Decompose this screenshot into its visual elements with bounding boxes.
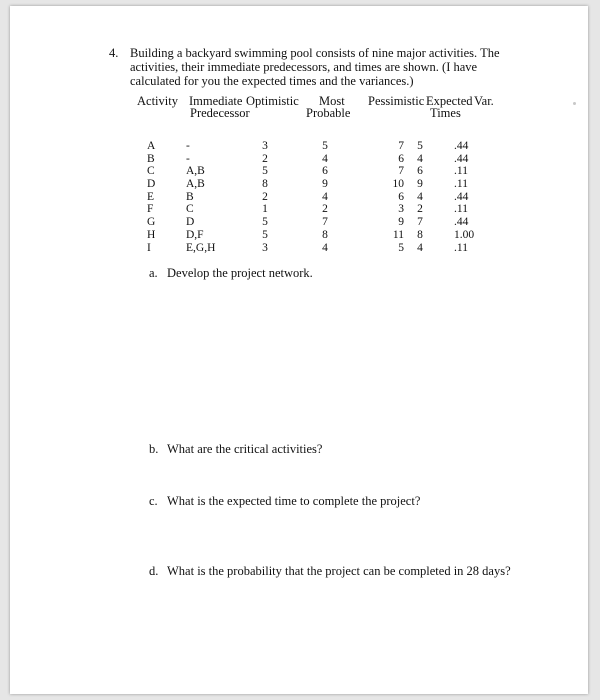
cell-activity: A — [147, 140, 156, 152]
cell-optimistic: 5 — [262, 228, 268, 241]
question-text: Building a backyard swimming pool consists of nine major activities. The activities, their immediate predecessors, and times are shown. (I have calculated for you the expected times and the variances.) — [130, 46, 500, 88]
cell-predecessor: B — [186, 190, 194, 203]
cell-optimistic: 5 — [262, 165, 268, 178]
cell-most-probable: 2 — [322, 203, 328, 216]
header-pessimistic: Pessimistic — [368, 94, 425, 108]
column-pessimistic — [386, 140, 404, 254]
cell-expected: 4 — [417, 152, 423, 165]
cell-activity: H — [147, 228, 156, 241]
cell-predecessor: - — [186, 152, 190, 165]
cell-pessimistic: 7 — [398, 165, 404, 178]
cell-most-probable: 9 — [322, 178, 328, 191]
part-label: d. — [149, 564, 159, 578]
part-text: What is the probability that the project can be completed in 28 days? — [167, 564, 511, 578]
cell-optimistic: 5 — [262, 216, 268, 229]
cell-expected: 2 — [417, 203, 423, 216]
decorative-dot — [573, 102, 576, 105]
cell-variance: .44 — [454, 190, 469, 203]
header-expected-line1: Expected — [426, 94, 473, 108]
cell-optimistic: 8 — [262, 178, 268, 191]
part-label: b. — [149, 442, 159, 456]
cell-pessimistic: 7 — [398, 140, 404, 152]
column-optimistic — [258, 140, 272, 254]
column-variance — [454, 140, 474, 254]
cell-activity: F — [147, 203, 154, 216]
cell-most-probable: 7 — [322, 216, 328, 229]
cell-most-probable: 6 — [322, 165, 328, 178]
cell-activity: E — [147, 190, 155, 203]
cell-activity: D — [147, 178, 156, 191]
cell-most-probable: 8 — [322, 228, 328, 241]
header-activity: Activity — [137, 94, 178, 108]
cell-variance: .44 — [454, 140, 469, 152]
part-label: a. — [149, 266, 158, 280]
cell-optimistic: 2 — [262, 152, 268, 165]
header-predecessor-line1: Immediate — [189, 94, 243, 108]
cell-activity: I — [147, 241, 151, 254]
cell-predecessor: E,G,H — [186, 241, 216, 254]
part-d — [149, 564, 511, 579]
cell-most-probable: 4 — [322, 152, 328, 165]
cell-pessimistic: 10 — [392, 178, 404, 191]
cell-optimistic: 2 — [262, 190, 268, 203]
question-number: 4. — [109, 46, 119, 60]
cell-pessimistic: 5 — [398, 241, 404, 254]
part-text: Develop the project network. — [167, 266, 313, 280]
cell-predecessor: - — [186, 140, 190, 152]
cell-variance: .44 — [454, 152, 469, 165]
column-expected — [413, 140, 427, 254]
document-page — [10, 6, 588, 694]
cell-variance: .11 — [454, 203, 468, 216]
cell-expected: 4 — [417, 190, 423, 203]
cell-most-probable: 4 — [322, 190, 328, 203]
header-optimistic: Optimistic — [246, 94, 299, 108]
cell-pessimistic: 3 — [398, 203, 404, 216]
cell-pessimistic: 11 — [392, 228, 404, 241]
part-text: What is the expected time to complete the project? — [167, 494, 421, 508]
cell-expected: 4 — [417, 241, 423, 254]
cell-predecessor: D,F — [186, 228, 204, 241]
cell-variance: .11 — [454, 178, 468, 191]
header-predecessor-line2: Predecessor — [190, 106, 250, 120]
cell-variance: .11 — [454, 241, 468, 254]
cell-activity: B — [147, 152, 155, 165]
cell-variance: 1.00 — [454, 228, 475, 241]
cell-pessimistic: 9 — [398, 216, 404, 229]
part-label: c. — [149, 494, 158, 508]
cell-optimistic: 3 — [262, 241, 268, 254]
cell-expected: 8 — [417, 228, 423, 241]
header-most-line2: Probable — [306, 106, 351, 120]
column-most-probable — [318, 140, 332, 254]
cell-optimistic: 1 — [262, 203, 268, 216]
cell-activity: G — [147, 216, 156, 229]
part-text: What are the critical activities? — [167, 442, 323, 456]
cell-expected: 7 — [417, 216, 423, 229]
cell-expected: 9 — [417, 178, 423, 191]
header-most-line1: Most — [319, 94, 345, 108]
cell-variance: .11 — [454, 165, 468, 178]
cell-most-probable: 5 — [322, 140, 328, 152]
part-c — [149, 494, 420, 509]
cell-expected: 5 — [417, 140, 423, 152]
cell-activity: C — [147, 165, 155, 178]
part-b — [149, 442, 322, 457]
cell-most-probable: 4 — [322, 241, 328, 254]
cell-expected: 6 — [417, 165, 423, 178]
cell-pessimistic: 6 — [398, 190, 404, 203]
cell-predecessor: D — [186, 216, 195, 229]
cell-pessimistic: 6 — [398, 152, 404, 165]
cell-predecessor: C — [186, 203, 194, 216]
cell-optimistic: 3 — [262, 140, 268, 152]
column-predecessor — [186, 140, 215, 254]
part-a — [149, 266, 313, 281]
header-expected-line2: Times — [430, 106, 461, 120]
cell-predecessor: A,B — [186, 178, 205, 191]
cell-variance: .44 — [454, 216, 469, 229]
cell-predecessor: A,B — [186, 165, 205, 178]
header-variance: Var. — [474, 94, 494, 108]
column-activity — [147, 140, 155, 254]
